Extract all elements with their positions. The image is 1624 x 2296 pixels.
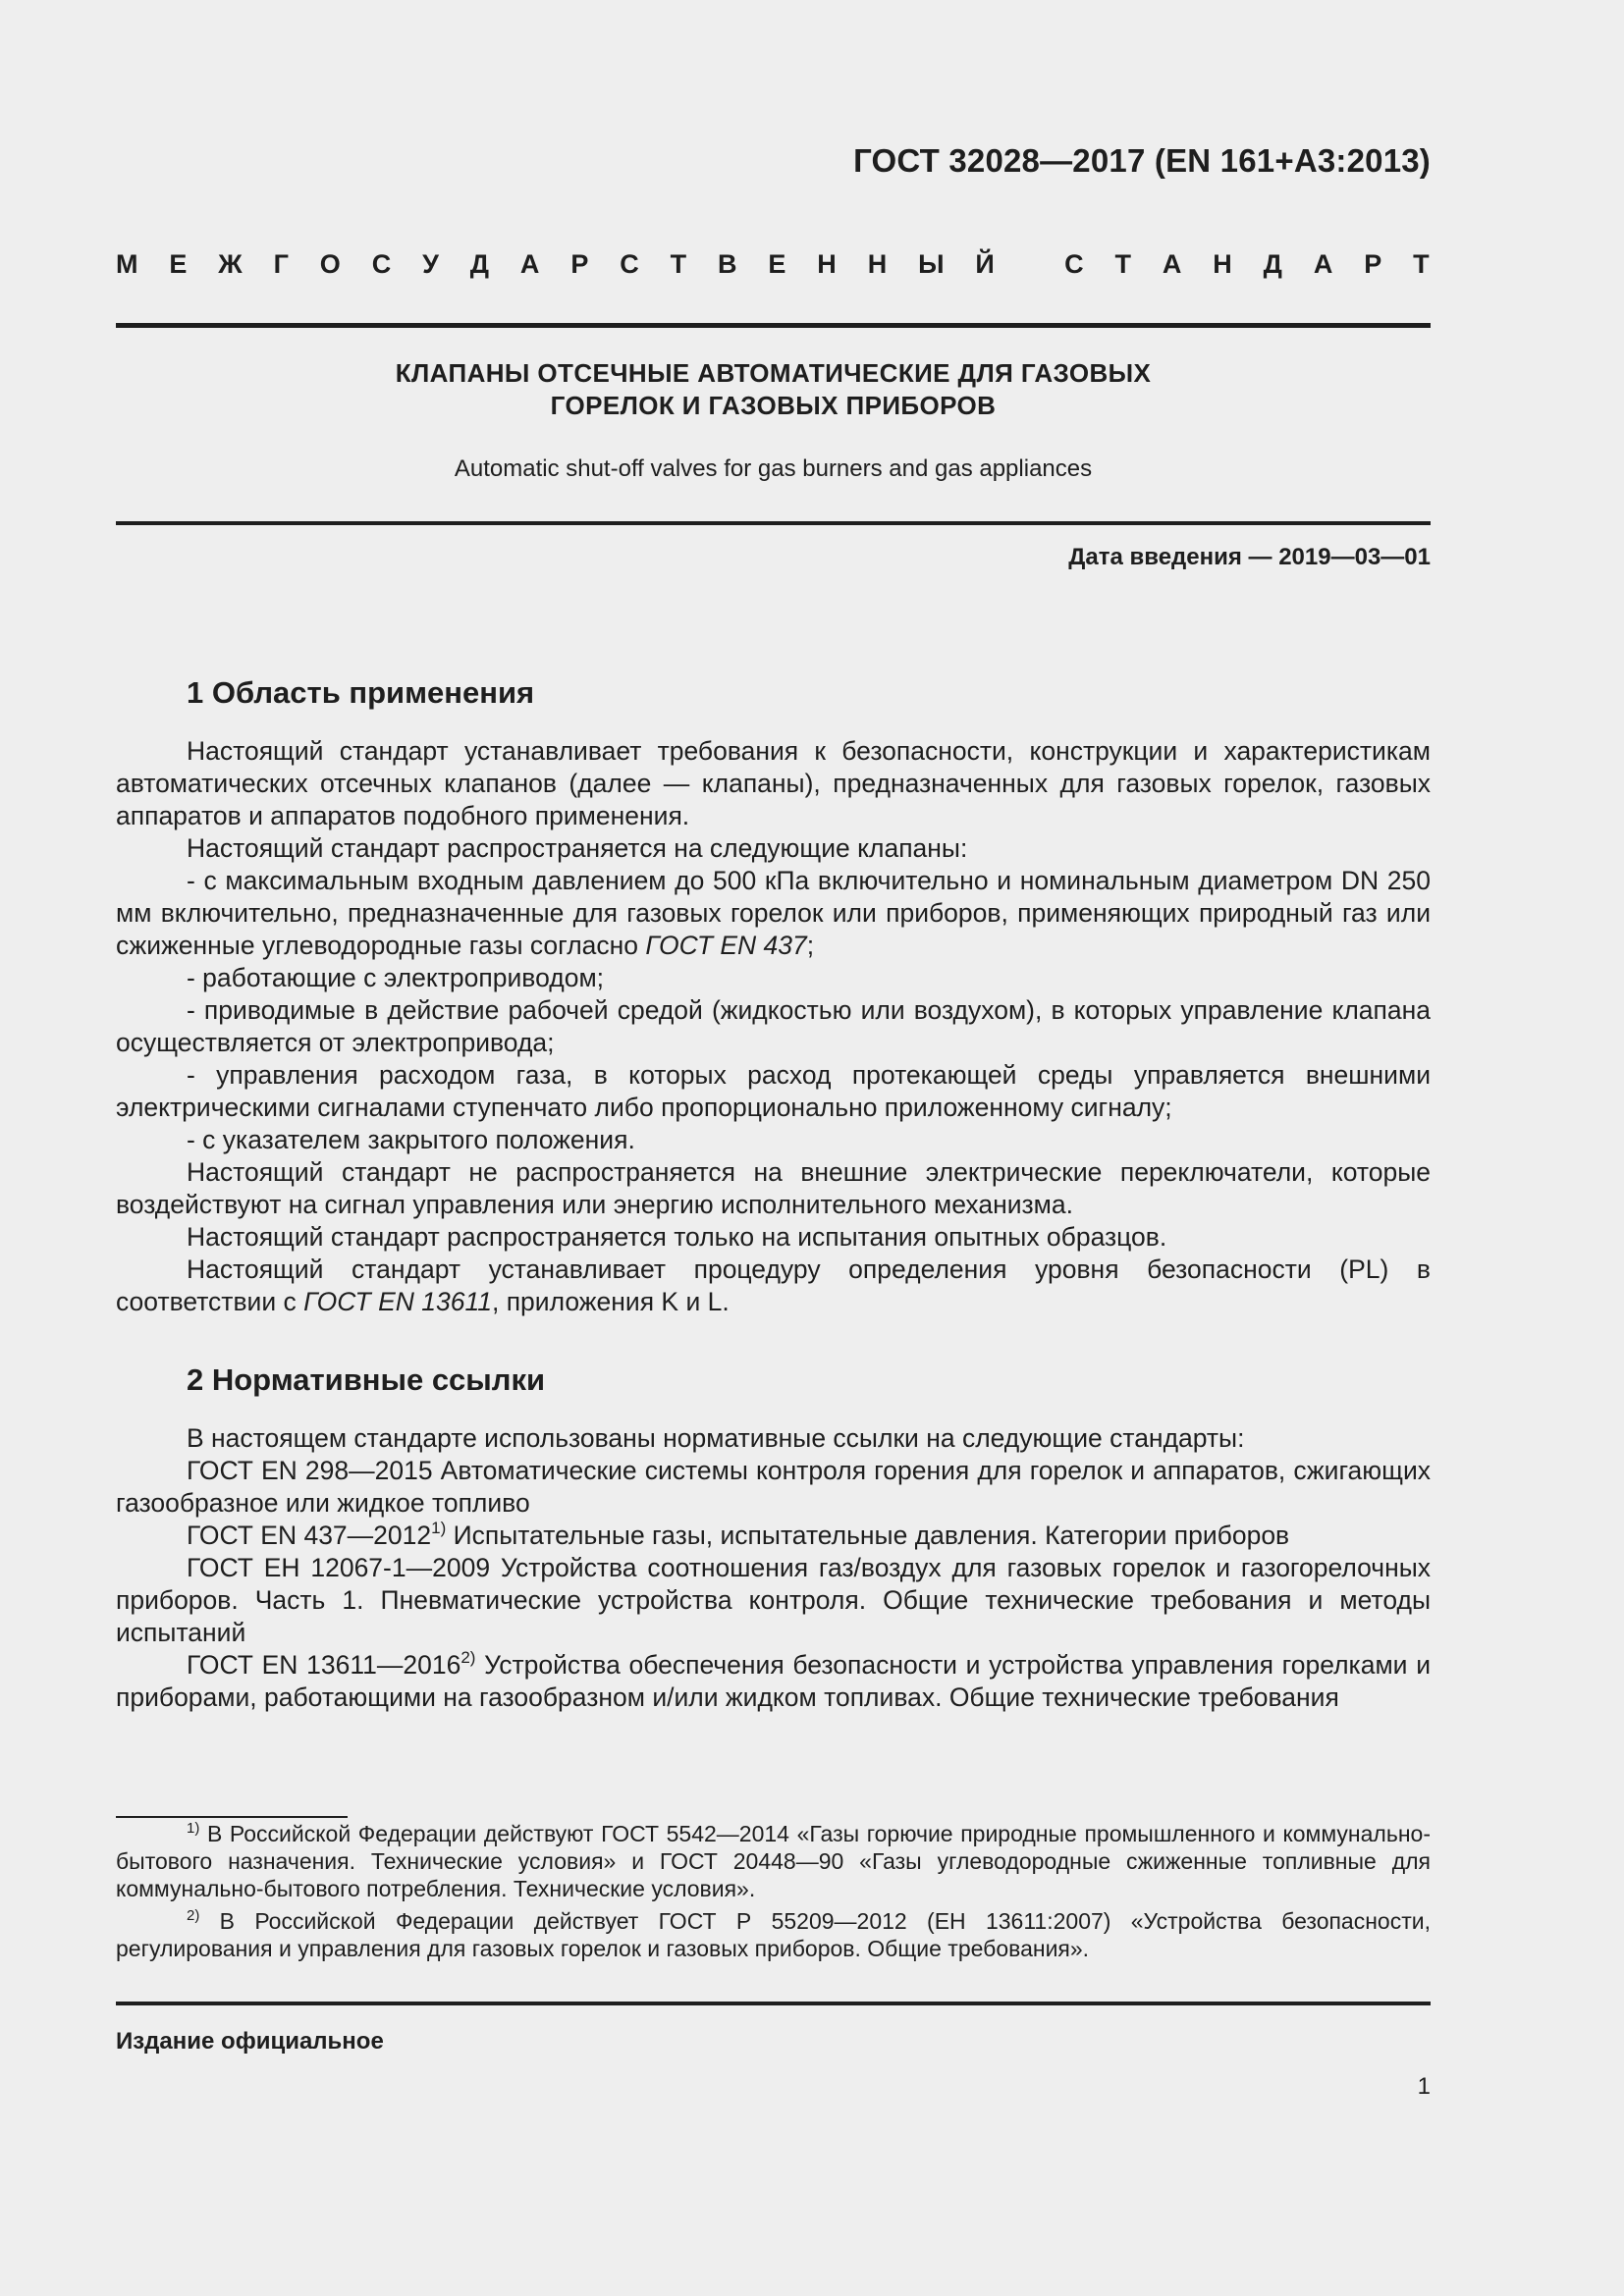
section-1-heading: 1 Область применения (187, 675, 535, 710)
footnote-mark: 1) (431, 1519, 447, 1537)
footnotes (116, 1820, 1431, 1967)
standard-type-letter: А (1313, 249, 1333, 279)
list-item: - приводимые в действие рабочей средой (жидкостью или воздухом), в которых управление клапана осуществляется от электропривода; (116, 995, 1431, 1057)
standard-type-letter: У (422, 249, 439, 279)
reference-item: ГОСТ EN 13611—2016$^{2)}$ Устройства обеспечения безопасности и устройства управления горелками и приборами, работающими на газообразном и/или жидком топливах. Общие технические требования (116, 1648, 1431, 1712)
list-item: - с максимальным входным давлением до 500 кПа включительно и номинальным диаметром DN 250 мм включительно, предназначенные для газовых горелок или приборов, применяющих природный газ или сжиженные углеводородные газы согласно ГОСТ EN 437; (116, 866, 1431, 960)
standard-type-letter: С (371, 249, 392, 279)
footnote: $^{2)}$ В Российской Федерации действует ГОСТ Р 55209—2012 (ЕН 13611:2007) «Устройства безопасности, регулирования и управления для газовых горелок и газовых приборов. Общие требования». (116, 1907, 1431, 1961)
paragraph: Настоящий стандарт распространяется на следующие клапаны: (187, 833, 968, 863)
standard-type-letter: Й (975, 249, 995, 279)
standard-type-letter: Т (1114, 249, 1131, 279)
list-item: - работающие с электроприводом; (187, 963, 605, 992)
standard-type-letter: В (718, 249, 737, 279)
paragraph: Настоящий стандарт устанавливает требования к безопасности, конструкции и характеристикам автоматических отсечных клапанов (далее — клапаны), предназначенных для газовых горелок, газовых аппаратов и аппаратов подобного применения. (116, 736, 1431, 830)
document-code: ГОСТ 32028—2017 (EN 161+A3:2013) (853, 142, 1431, 179)
document-title-en: Automatic shut-off valves for gas burners and gas appliances (454, 455, 1093, 482)
standard-type-letter: Т (1413, 249, 1430, 279)
introduction-date: Дата введения — 2019—03—01 (1068, 544, 1431, 570)
standard-type-letter: Н (867, 249, 888, 279)
title-line-2: ГОРЕЛОК И ГАЗОВЫХ ПРИБОРОВ (550, 391, 997, 420)
standard-type-letter: Р (1364, 249, 1382, 279)
paragraph: Настоящий стандарт распространяется только на испытания опытных образцов. (187, 1222, 1167, 1252)
standard-type-letter: Н (1213, 249, 1232, 279)
standard-type-letter: С (620, 249, 639, 279)
page-number: 1 (1417, 2073, 1431, 2100)
standard-type-line (116, 249, 1430, 280)
standard-type-letter: А (519, 249, 540, 279)
standard-type-letter: Т (670, 249, 687, 279)
bottom-divider (116, 2002, 1431, 2005)
standard-type-letter: Ы (918, 249, 945, 279)
standard-type-letter: Д (469, 249, 490, 279)
standard-reference: ГОСТ EN 437 (645, 931, 807, 960)
title-divider (116, 521, 1431, 525)
list-item: - управления расходом газа, в которых расход протекающей среды управляется внешними электрическими сигналами ступенчато либо пропорционально приложенному сигналу; (116, 1060, 1431, 1122)
standard-type-letter: Н (817, 249, 837, 279)
standard-type-letter: Г (273, 249, 289, 279)
title-line-1: КЛАПАНЫ ОТСЕЧНЫЕ АВТОМАТИЧЕСКИЕ ДЛЯ ГАЗОВЫХ (395, 358, 1152, 388)
reference-item: ГОСТ EN 437—2012$^{1)}$ Испытательные газы, испытательные давления. Категории приборов (187, 1519, 1290, 1550)
word-gap (1026, 249, 1034, 280)
section-2-heading: 2 Нормативные ссылки (187, 1362, 546, 1397)
reference-item: ГОСТ EN 298—2015 Автоматические системы контроля горения для горелок и аппаратов, сжигающих газообразное или жидкое топливо (116, 1456, 1431, 1518)
document-title-ru (116, 357, 1431, 422)
footnote-separator (116, 1816, 348, 1818)
standard-reference: ГОСТ EN 13611 (303, 1287, 492, 1316)
standard-type-letter: О (319, 249, 341, 279)
standard-type-letter: С (1064, 249, 1084, 279)
standard-type-letter: Р (570, 249, 589, 279)
paragraph: Настоящий стандарт не распространяется на внешние электрические переключатели, которые воздействуют на сигнал управления или энергию исполнительного механизма. (116, 1157, 1431, 1219)
footnote-mark: 2) (460, 1648, 476, 1667)
standard-type-letter: М (116, 249, 138, 279)
edition-label: Издание официальное (116, 2028, 384, 2055)
standard-type-letter: Е (768, 249, 786, 279)
standard-type-letter: Ж (218, 249, 243, 279)
list-item: - с указателем закрытого положения. (187, 1125, 635, 1154)
standard-type-letter: Е (169, 249, 188, 279)
top-divider (116, 323, 1431, 328)
reference-item: ГОСТ ЕН 12067-1—2009 Устройства соотношения газ/воздух для газовых горелок и газогорелочных приборов. Часть 1. Пневматические устройства контроля. Общие технические требования и методы испытаний (116, 1553, 1431, 1647)
paragraph: Настоящий стандарт устанавливает процедуру определения уровня безопасности (PL) в соответствии с ГОСТ EN 13611, приложения K и L. (116, 1255, 1431, 1316)
footnote: $^{1)}$ В Российской Федерации действуют ГОСТ 5542—2014 «Газы горючие природные промышленного и коммунально-бытового назначения. Технические условия» и ГОСТ 20448—90 «Газы углеводородные сжиженные топливные для коммунально-бытового потребления. Технические условия». (116, 1820, 1431, 1901)
standard-type-letter: Д (1263, 249, 1282, 279)
paragraph: В настоящем стандарте использованы нормативные ссылки на следующие стандарты: (187, 1423, 1245, 1453)
document-body (116, 672, 1431, 1714)
standard-type-letter: А (1162, 249, 1182, 279)
